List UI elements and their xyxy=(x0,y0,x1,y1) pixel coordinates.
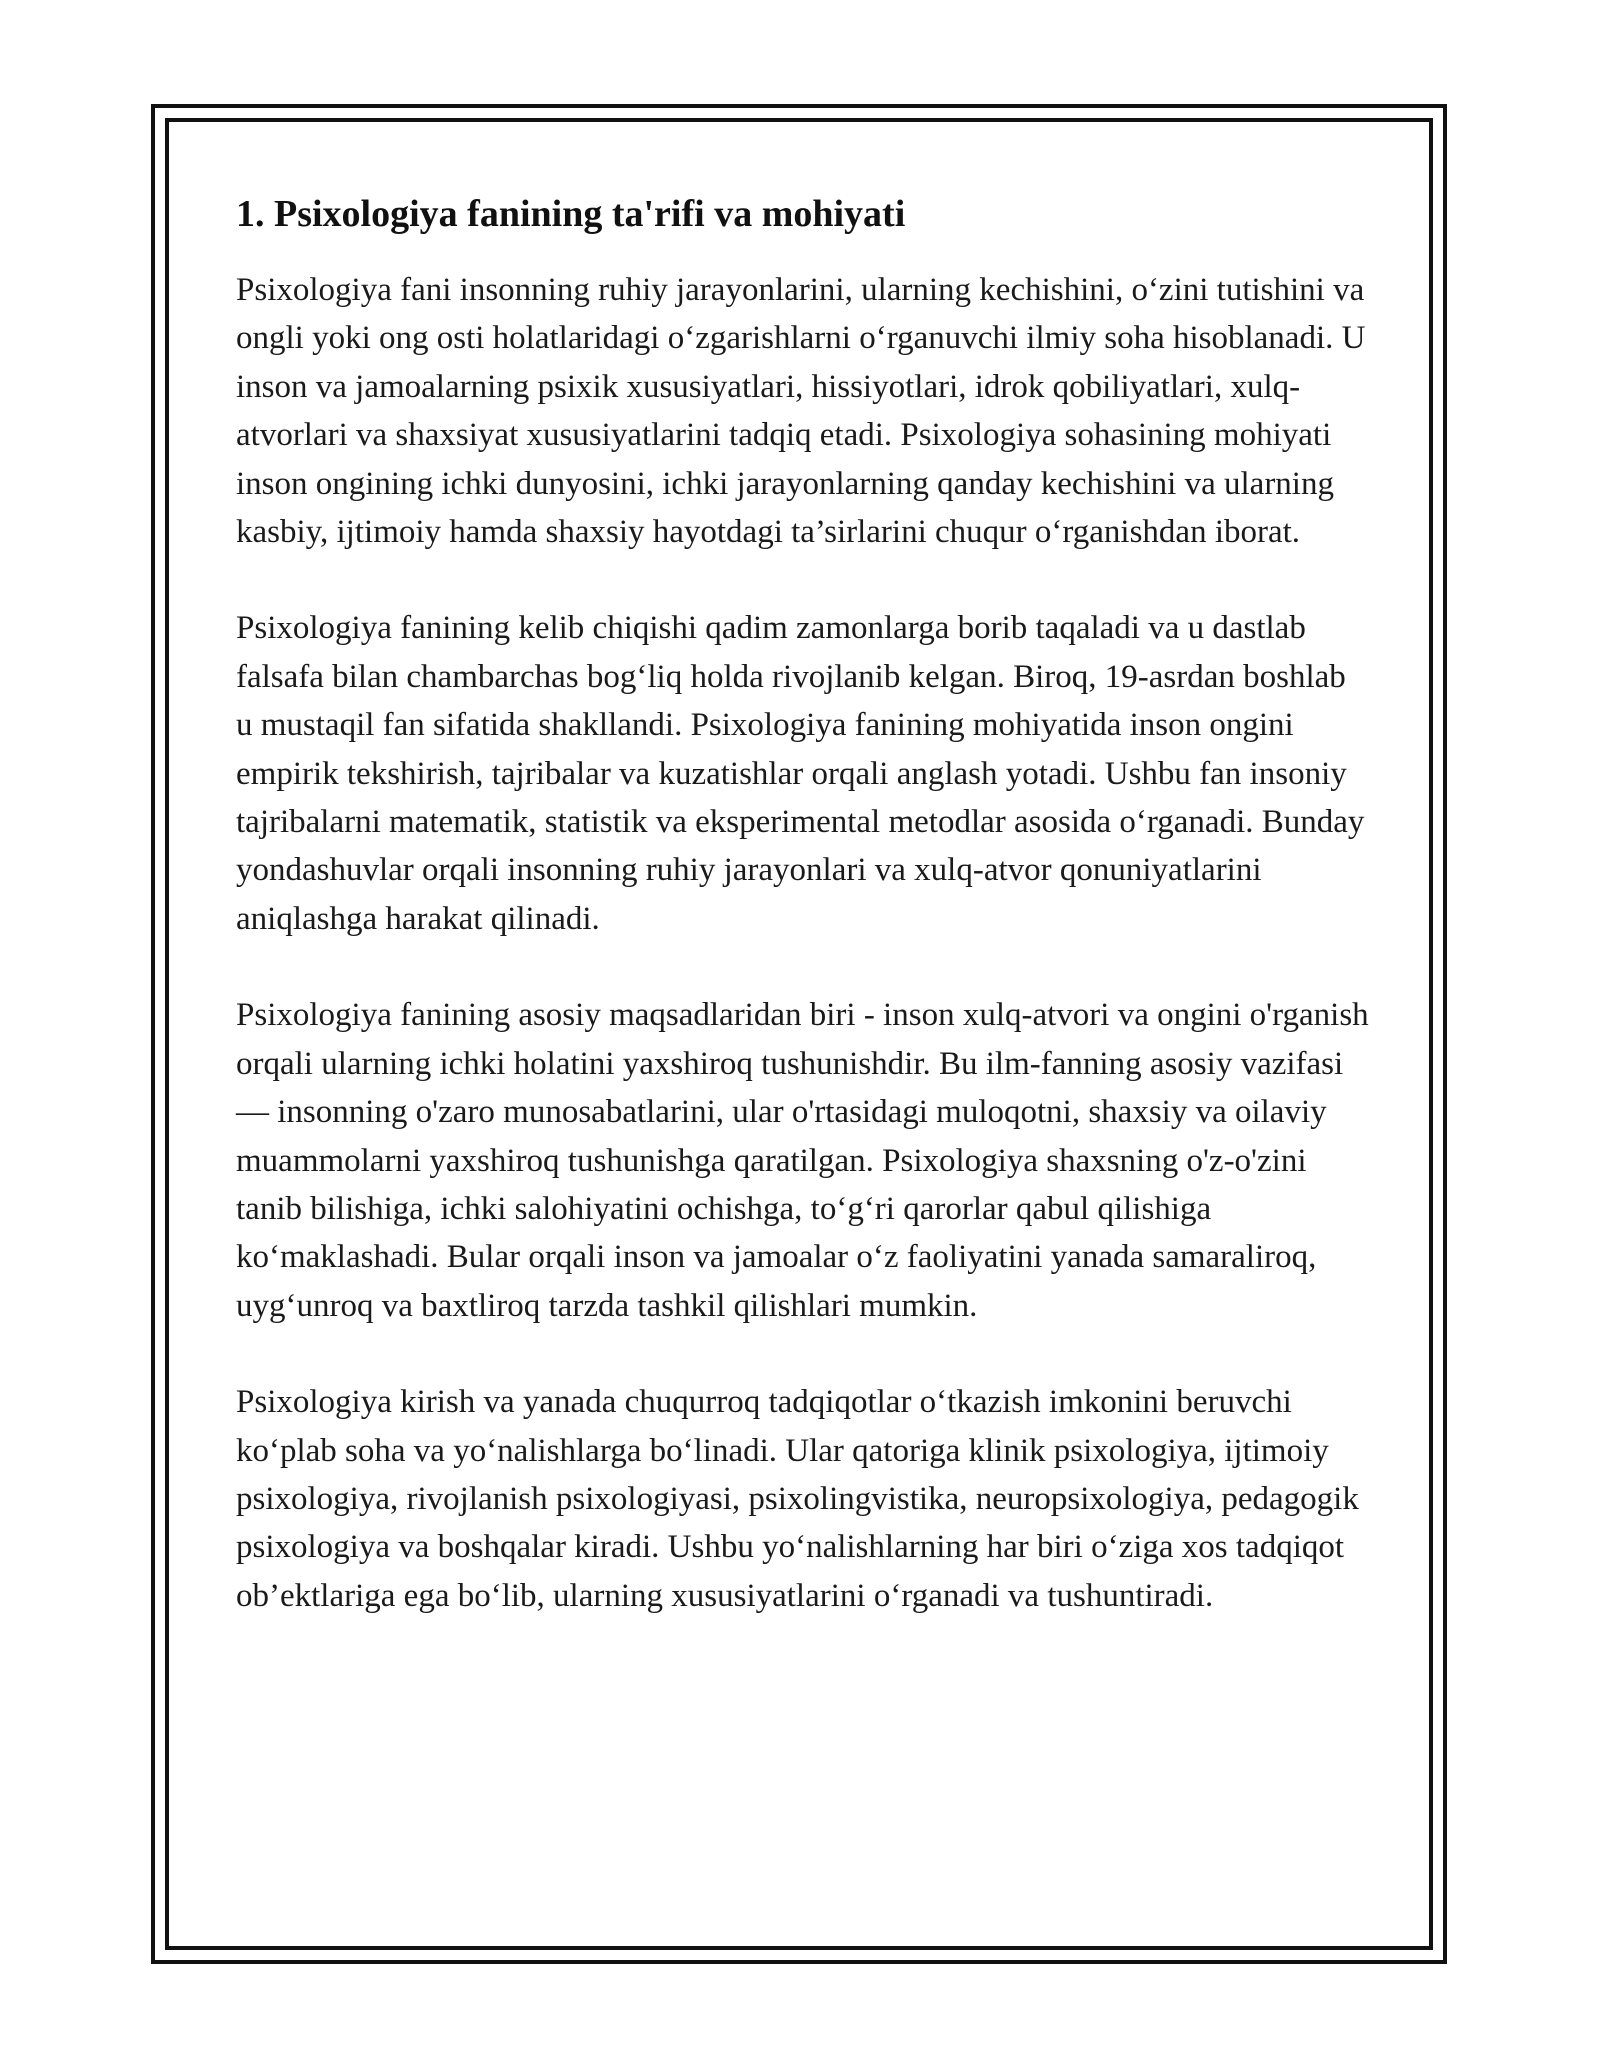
paragraph-4: Psixologiya kirish va yanada chuqurroq tadqiqotlar o‘tkazish imkonini beruvchi ko‘plab soha va yo‘nalishlarga bo‘linadi. Ular qatoriga klinik psixologiya, ijtimoiy psixologiya, rivojlanish psixologiyasi, psixolingvistika, neuropsixologiya, pedagogik psixologiya va boshqalar kiradi. Ushbu yo‘nalishlarning har biri o‘ziga xos tadqiqot ob’ektlariga ega bo‘lib, ularning xususiyatlarini o‘rganadi va tushuntiradi. xyxy=(236,1384,1359,1614)
section-heading: 1. Psixologiya fanining ta'rifi va mohiyati xyxy=(236,193,906,235)
document-body xyxy=(236,186,1370,1620)
paragraph-2: Psixologiya fanining kelib chiqishi qadim zamonlarga borib taqaladi va u dastlab falsafa bilan chambarchas bog‘liq holda rivojlanib kelgan. Biroq, 19-asrdan boshlab u mustaqil fan sifatida shakllandi. Psixologiya fanining mohiyatida inson ongini empirik tekshirish, tajribalar va kuzatishlar orqali anglash yotadi. Ushbu fan insoniy tajribalarni matematik, statistik va eksperimental metodlar asosida o‘rganadi. Bunday yondashuvlar orqali insonning ruhiy jarayonlari va xulq-atvor qonuniyatlarini aniqlashga harakat qilinadi. xyxy=(236,610,1365,937)
paragraph-1: Psixologiya fani insonning ruhiy jarayonlarini, ularning kechishini, o‘zini tutishini va ongli yoki ong osti holatlaridagi o‘zgarishlarni o‘rganuvchi ilmiy soha hisoblanadi. U inson va jamoalarning psixik xususiyatlari, hissiyotlari, idrok qobiliyatlari, xulq-atvorlari va shaxsiyat xususiyatlarini tadqiq etadi. Psixologiya sohasining mohiyati inson ongining ichki dunyosini, ichki jarayonlarning qanday kechishini va ularning kasbiy, ijtimoiy hamda shaxsiy hayotdagi ta’sirlarini chuqur o‘rganishdan iborat. xyxy=(236,272,1366,551)
paragraph-3: Psixologiya fanining asosiy maqsadlaridan biri - inson xulq-atvori va ongini o'rganish orqali ularning ichki holatini yaxshiroq tushunishdir. Bu ilm-fanning asosiy vazifasi — insonning o'zaro munosabatlarini, ular o'rtasidagi muloqotni, shaxsiy va oilaviy muammolarni yaxshiroq tushunishga qaratilgan. Psixologiya shaxsning o'z-o'zini tanib bilishiga, ichki salohiyatini ochishga, to‘g‘ri qarorlar qabul qilishiga ko‘maklashadi. Bular orqali inson va jamoalar o‘z faoliyatini yanada samaraliroq, uyg‘unroq va baxtliroq tarzda tashkil qilishlari mumkin. xyxy=(236,997,1369,1324)
